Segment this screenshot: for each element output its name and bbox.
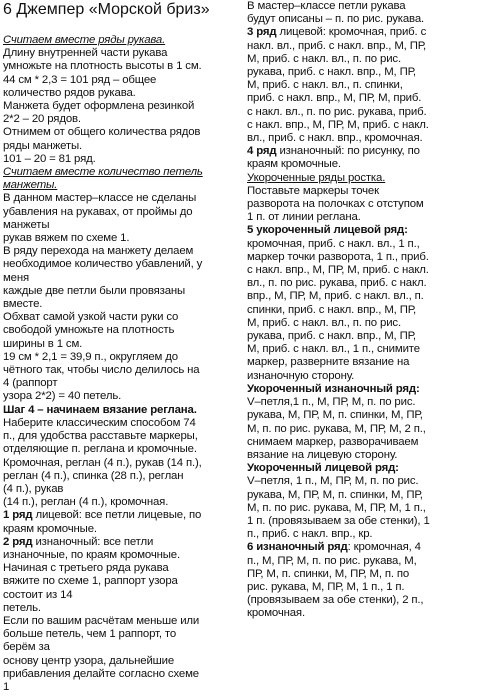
text-line: (провязываем за обе стенки), 2 п., xyxy=(247,594,424,607)
text-line: рукав вяжем по схеме 1. xyxy=(3,232,130,245)
text-line: М, приб. с накл. вл., п. по рис. xyxy=(247,52,401,65)
text-line: В данном мастер–классе не сделаны xyxy=(3,192,197,205)
text-line: (4 п.), рукав xyxy=(3,482,64,495)
text-line: 3 ряд лицевой: кромочная, приб. с xyxy=(247,26,427,39)
text-line: изнаночные, по краям кромочные. xyxy=(3,548,180,561)
right-text-column xyxy=(247,0,487,621)
text-line: прибавления делайте согласно схеме xyxy=(3,667,199,680)
text-line: М, приб. с накл. вл., п. по рис. xyxy=(247,316,401,329)
text-line: петель. xyxy=(3,601,41,614)
text-line: М, приб. с накл. вл., 1 п., снимите xyxy=(247,343,420,356)
text-line: Обхват самой узкой части руки со xyxy=(3,311,179,324)
text-line: М, п. по рис. рукава, М, ПР, М, 2 п., xyxy=(247,422,426,435)
text-line: манжеты xyxy=(3,218,50,231)
text-line: рукава, приб. с накл. впр., М, ПР, xyxy=(247,66,416,79)
document-title: 6 Джемпер «Морской бриз» xyxy=(3,1,210,18)
text-line: 19 см * 2,1 = 39,9 п., округляем до xyxy=(3,350,178,363)
text-line: п., приб. с накл. впр., кр. xyxy=(247,528,373,541)
text-line: основу центр узора, дальнейшие xyxy=(3,654,175,667)
text-line: каждые две петли были провязаны xyxy=(3,284,186,297)
text-line: впр., М, ПР, М, приб. с накл. вл., п. xyxy=(247,290,424,303)
text-line: Начиная с третьего ряда рукава xyxy=(3,562,169,575)
text-line: п., для удобства расставьте маркеры, xyxy=(3,430,198,443)
text-line: Если по вашим расчётам меньше или xyxy=(3,614,200,627)
text-line: Отнимем от общего количества рядов xyxy=(3,126,201,139)
text-line: вязание на лицевую сторону. xyxy=(247,448,398,461)
text-line: Считаем вместе количество петель xyxy=(3,166,203,179)
text-line: умножьте на плотность высоты в 1 см. xyxy=(3,60,202,73)
text-line: Шаг 4 – начинаем вязание реглана. xyxy=(3,403,197,416)
text-line: рис. рукава, М, ПР, М, 1 п., 1 п. xyxy=(247,580,405,593)
text-line: 4 ряд изнаночный: по рисунку, по xyxy=(247,145,420,158)
text-line: М, п. по рис. рукава, М, ПР, М, 1 п., xyxy=(247,501,426,514)
text-line: состоит из 14 xyxy=(3,588,73,601)
text-line: 44 см * 2,3 = 101 ряд – общее xyxy=(3,73,157,86)
text-line: маркер, разверните вязание на xyxy=(247,356,410,369)
text-line: снимаем маркер, разворачиваем xyxy=(247,435,419,448)
text-line: меня xyxy=(3,271,30,284)
text-line: больше петель, чем 1 раппорт, то xyxy=(3,628,177,641)
text-line: 2 ряд изнаночный: все петли xyxy=(3,535,154,548)
text-line: с накл. вл., п. по рис. рукава, приб. xyxy=(247,105,427,118)
text-line: с накл. впр., М, ПР, М, приб. с накл. xyxy=(247,264,429,277)
text-line: кромочная. xyxy=(247,607,305,620)
text-line: Поставьте маркеры точек xyxy=(247,184,379,197)
text-line: количество рядов рукава. xyxy=(3,86,136,99)
text-line: 5 укороченный лицевой ряд: xyxy=(247,224,408,237)
text-line: будут описаны – п. по рис. рукава. xyxy=(247,13,425,26)
text-line: 1 п. (провязываем за обе стенки), 1 xyxy=(247,514,430,527)
text-line: Укороченные ряды ростка. xyxy=(247,171,386,184)
text-line: 4 (раппорт xyxy=(3,377,58,390)
text-line: спинки, приб. с накл. впр., М, ПР, xyxy=(247,303,417,316)
text-line: кромочная, приб. с накл. вл., 1 п., xyxy=(247,237,420,250)
text-line: В ряду перехода на манжету делаем xyxy=(3,245,194,258)
text-line: (14 п.), реглан (4 п.), кромочная. xyxy=(3,496,169,509)
text-line: вместе. xyxy=(3,298,43,311)
text-line: Кромочная, реглан (4 п.), рукав (14 п.), xyxy=(3,456,202,469)
text-line: приб. с накл. впр., М, ПР, М, приб. xyxy=(247,92,422,105)
text-line: Манжета будет оформлена резинкой xyxy=(3,100,195,113)
text-line: вл., п. по рис. рукава, приб. с накл. xyxy=(247,277,427,290)
text-line: реглан (4 п.), спинка (28 п.), реглан xyxy=(3,469,184,482)
text-line: Укороченный изнаночный ряд: xyxy=(247,382,420,395)
text-line: свободой умножьте на плотность xyxy=(3,324,175,337)
text-line: 101 – 20 = 81 ряд. xyxy=(3,152,96,165)
text-line: Считаем вместе ряды рукава. xyxy=(3,34,166,46)
text-line: берём за xyxy=(3,641,50,654)
text-line: чётного так, чтобы число делилось на xyxy=(3,364,200,377)
text-line: V–петля, 1 п., М, ПР, М, п. по рис. xyxy=(247,475,419,488)
text-line: с накл. впр., М, ПР, М, приб. с накл. xyxy=(247,118,429,131)
text-line: изнаночную сторону. xyxy=(247,369,355,382)
text-line: ПР, М, п. спинки, М, ПР, М, п. по xyxy=(247,567,410,580)
text-line: отделяющие п. реглана и кромочные. xyxy=(3,443,197,456)
text-line: рукава, приб. с накл. впр., М, ПР, xyxy=(247,330,416,343)
text-line: разворота на полочках с отступом xyxy=(247,198,424,211)
text-line: 2*2 – 20 рядов. xyxy=(3,113,81,126)
text-line: вл., приб. с накл. впр., кромочная. xyxy=(247,132,423,145)
text-line: краям кромочные. xyxy=(247,158,341,171)
text-line: ширины в 1 см. xyxy=(3,337,83,350)
text-line: накл. вл., приб. с накл. впр., М, ПР, xyxy=(247,39,427,52)
text-line: краям кромочные. xyxy=(3,522,97,535)
text-line: ряды манжеты. xyxy=(3,139,83,152)
text-line: Длину внутренней части рукава xyxy=(3,47,168,60)
text-line: вяжите по схеме 1, раппорт узора xyxy=(3,575,178,588)
text-line: 1 ряд лицевой: все петли лицевые, по xyxy=(3,509,202,522)
text-line: маркер точки разворота, 1 п., приб. xyxy=(247,250,429,263)
text-line: манжеты. xyxy=(3,179,58,192)
text-line: V–петля,1 п., М, ПР, М, п. по рис. xyxy=(247,396,416,409)
text-line: п., М, ПР, М, п. по рис. рукава, М, xyxy=(247,554,417,567)
text-line: рукава, М, ПР, М, п. спинки, М, ПР, xyxy=(247,488,423,501)
text-line: рукава, М, ПР, М, п. спинки, М, ПР, xyxy=(247,409,423,422)
text-line: необходимое количество убавлений, у xyxy=(3,258,203,271)
text-line: убавления на рукавах, от проймы до xyxy=(3,205,193,218)
text-line: 1 п. от линии реглана. xyxy=(247,211,361,224)
text-line: узора 2*2) = 40 петель. xyxy=(3,390,122,403)
text-line: Наберите классическим способом 74 xyxy=(3,416,196,429)
text-line: 1 xyxy=(3,680,10,693)
text-line: Укороченный лицевой ряд: xyxy=(247,462,399,475)
left-text-column xyxy=(3,34,243,694)
text-line: В мастер–классе петли рукава xyxy=(247,0,406,12)
text-line: М, приб. с накл. вл., п. спинки, xyxy=(247,79,403,92)
text-line: 6 изнаночный ряд: кромочная, 4 xyxy=(247,541,421,554)
